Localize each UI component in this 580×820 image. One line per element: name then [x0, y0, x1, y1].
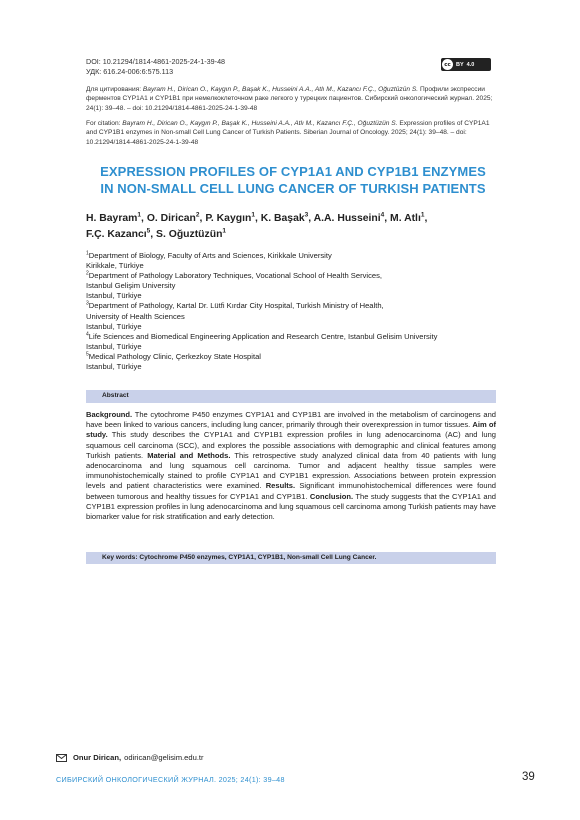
abstract-text: [86, 410, 496, 522]
conclusion-text: The study suggests that the CYP1A1 and CYP1B1 expression profiles in lung adenocarcinoma and lung squamous cell carcinoma among Turkish patients may have biomarker value for risk stratification and early detection.: [86, 491, 497, 522]
aim-label: Aim of study.: [86, 420, 496, 440]
citation-ru: [86, 85, 496, 113]
udc-line: УДК: 616.24-006:6:575.113: [86, 66, 174, 76]
author-affiliation-mark: 1: [222, 227, 227, 235]
background-text: The cytochrome P450 enzymes CYP1A1 and CYP1B1 are involved in the metabolism of carcinogens and have been linked to various cancers, including lung cancer, primarily through their overexpression in tumor tissues.: [86, 410, 496, 430]
author-affiliation-mark: 1: [251, 211, 255, 219]
citation-ru-authors: Bayram H., Dirican O., Kaygın P., Başak K., Husseini A.A., Atlı M., Kazancı F.Ç., Oğuztüzün S.: [142, 86, 419, 93]
cc-license-badge[interactable]: [441, 58, 491, 71]
page-number: 39: [522, 771, 535, 783]
affiliation-mark: 2: [86, 270, 89, 277]
affiliation-line: [86, 261, 506, 271]
abstract-heading-band: [86, 390, 496, 403]
author-name: H. Bayram: [86, 213, 138, 224]
affiliation-text: Department of Pathology Laboratory Techniques, Vocational School of Health Services,: [88, 271, 383, 281]
cc-logo-icon: cc: [442, 59, 453, 70]
author-affiliation-mark: 2: [195, 211, 200, 219]
affiliation-text: Istanbul Gelişim University: [86, 281, 176, 291]
results-text: Significant immunohistochemical differences were found between tumorous and healthy tissues for CYP1A1 and CYP1B1.: [86, 481, 496, 501]
author-affiliation-mark: 5: [146, 227, 151, 235]
affiliation-text: Istanbul, Türkiye: [86, 341, 142, 351]
correspondent-name: Onur Dirican,: [73, 753, 122, 762]
aim-text: This study describes the CYP1A1 and CYP1B1 expression profiles in lung adenocarcinoma (AC) and lung squamous cell carcinoma (SCC), and explores the possible associations with demographic and clinical features among Turkish patients.: [86, 430, 496, 460]
author-affiliation-mark: 1: [420, 211, 425, 219]
citation-en: [86, 119, 496, 147]
affiliation-line: [86, 281, 506, 291]
author-name: A.A. Husseini: [313, 213, 381, 224]
affiliation-text: Life Sciences and Biomedical Engineering Application and Research Centre, Istanbul Gelisim University: [88, 331, 438, 341]
keywords-text: Key words: Cytochrome P450 enzymes, CYP1A1, CYP1B1, Non-small Cell Lung Cancer.: [102, 554, 377, 561]
author-name: S. Oğuztüzün: [156, 228, 223, 240]
journal-footer: СИБИРСКИЙ ОНКОЛОГИЧЕСКИЙ ЖУРНАЛ. 2025; 24(1): 39–48: [56, 775, 285, 784]
author-name: K. Başak: [260, 213, 305, 224]
author-name: O. Dirican: [146, 213, 196, 224]
background-label: Background.: [86, 410, 133, 419]
author-affiliation-mark: 3: [304, 211, 309, 219]
affiliation-line: [86, 301, 506, 311]
affiliation-line: [86, 362, 506, 372]
affiliation-line: [86, 291, 506, 301]
affiliation-text: Istanbul, Türkiye: [86, 291, 142, 301]
affiliation-mark: 3: [86, 300, 89, 307]
citation-en-prefix: For citation:: [86, 120, 123, 127]
article-title: [60, 163, 526, 197]
affiliation-mark: 4: [86, 331, 89, 338]
doi-block: [86, 57, 225, 76]
citation-ru-text: Профили экспрессии ферментов CYP1A1 и CYP1B1 при немелкоклеточном раке легкого у турецких пациентов. Сибирский онкологический журнал. 2025; 24(1): 39–48. – doi: 10.21294/1814-4861-2025-24-1-39-48: [86, 86, 493, 112]
affiliation-line: [86, 322, 506, 332]
author-affiliation-mark: 4: [380, 211, 385, 219]
affiliation-text: University of Health Sciences: [86, 311, 185, 321]
affiliation-line: [86, 332, 506, 342]
citation-en-text: Expression profiles of CYP1A1 and CYP1B1 enzymes in Non-small Cell Lung Cancer of Turkish Patients. Siberian Journal of Oncology. 2025; 24(1): 39–48. – doi: 10.21294/1814-4861-2025-24-1-39-48: [86, 120, 490, 146]
methods-text: This retrospective study analyzed clinical data from 40 patients with lung adenocarcinoma and lung squamous cell carcinoma. Tumor and adjacent healthy tissue samples were immunohistochemically stained to profile CYP1A1 and CYP1B1 expression. Associations between protein expression levels and patient characteristics were examined.: [86, 450, 496, 491]
cc-version-label: 4.0: [466, 61, 475, 68]
affiliation-mark: 1: [86, 250, 89, 257]
abstract-heading: Abstract: [102, 392, 129, 399]
correspondent-email[interactable]: odirican@gelisim.edu.tr: [124, 753, 204, 762]
title-line-2: IN NON-SMALL CELL LUNG CANCER OF TURKISH PATIENTS: [100, 181, 486, 196]
doi-line[interactable]: DOI: 10.21294/1814-4861-2025-24-1-39-48: [86, 57, 226, 66]
affiliation-line: [86, 251, 506, 261]
citation-ru-prefix: Для цитирования:: [86, 86, 143, 93]
author-list: H. Bayram$^1$, O. Dirican$^2$, P. Kaygın$^1$, K. Başak$^3$, A.A. Husseini$^4$, M. Atlı$^1$, F.Ç. Kazancı$^5$, S. Oğuztüzün$^1$: [86, 211, 428, 240]
affiliation-line: [86, 342, 506, 352]
affiliation-text: Department of Pathology, Kartal Dr. Lütfi Kırdar City Hospital, Turkish Ministry of Health,: [88, 301, 384, 311]
author-name: M. Atlı: [390, 213, 421, 224]
cc-by-label: BY: [456, 61, 464, 68]
affiliation-line: [86, 312, 506, 322]
affiliation-mark: 5: [86, 351, 89, 358]
affiliation-text: Medical Pathology Clinic, Çerkezkoy State Hospital: [88, 351, 261, 361]
author-name: F.Ç. Kazancı: [86, 228, 147, 240]
results-label: Results.: [265, 481, 296, 491]
affiliation-text: Istanbul, Türkiye: [86, 321, 142, 331]
author-affiliation-mark: 1: [137, 211, 142, 219]
keywords-band: [86, 552, 496, 564]
affiliation-list: [86, 251, 506, 372]
affiliation-text: Department of Biology, Faculty of Arts and Sciences, Kirikkale University: [88, 251, 332, 260]
correspondence: [56, 753, 204, 762]
envelope-icon: [56, 754, 67, 762]
affiliation-text: Istanbul, Türkiye: [86, 362, 142, 372]
conclusion-label: Conclusion.: [309, 491, 354, 501]
methods-label: Material and Methods.: [147, 450, 231, 460]
affiliation-line: [86, 352, 506, 362]
citation-en-authors: Bayram H., Dirican O., Kaygın P., Başak K., Husseini A.A., Atlı M., Kazancı F.Ç., Oğuztüzün S.: [122, 120, 398, 127]
title-line-1: EXPRESSION PROFILES OF CYP1A1 AND CYP1B1 ENZYMES: [100, 164, 486, 179]
affiliation-text: Kirikkale, Türkiye: [86, 261, 144, 271]
affiliation-line: [86, 271, 506, 281]
author-name: P. Kaygın: [205, 213, 252, 224]
